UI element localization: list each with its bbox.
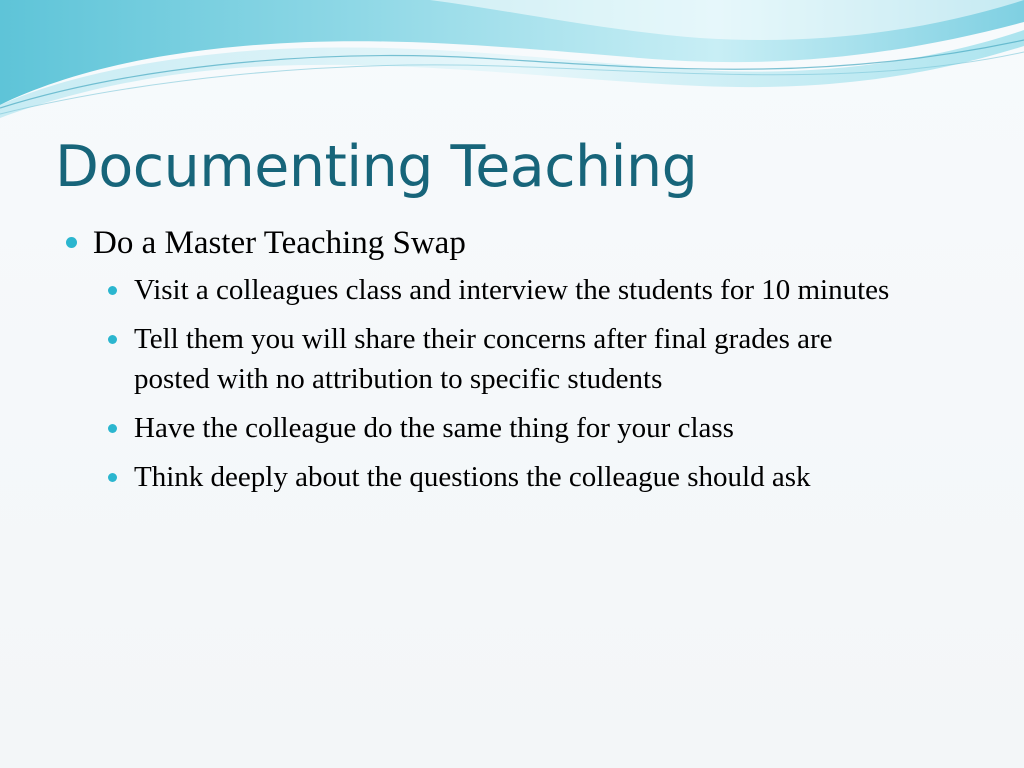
bullet-dot-icon [108,286,117,295]
sub-bullet-item [62,270,894,310]
sub-bullet-item [62,408,894,448]
sub-bullet-text: Think deeply about the questions the colleague should ask [134,461,811,493]
bullet-dot-icon [108,335,117,344]
bullet-dot-icon [108,473,117,482]
sub-bullet-list [62,270,962,497]
bullet-dot-icon [108,424,117,433]
bullet-text: Do a Master Teaching Swap [93,225,466,261]
sub-bullet-text: Have the colleague do the same thing for your class [134,412,734,444]
slide-content [62,222,962,506]
sub-bullet-item [62,319,894,399]
decorative-wave-banner [0,0,1024,130]
sub-bullet-text: Tell them you will share their concerns after final grades are posted with no attribution to specific students [134,323,833,395]
sub-bullet-text: Visit a colleagues class and interview the students for 10 minutes [134,274,890,306]
bullet-level-1 [62,222,962,264]
bullet-dot-icon [66,237,77,248]
slide-title: Documenting Teaching [55,134,698,200]
sub-bullet-item [62,457,894,497]
